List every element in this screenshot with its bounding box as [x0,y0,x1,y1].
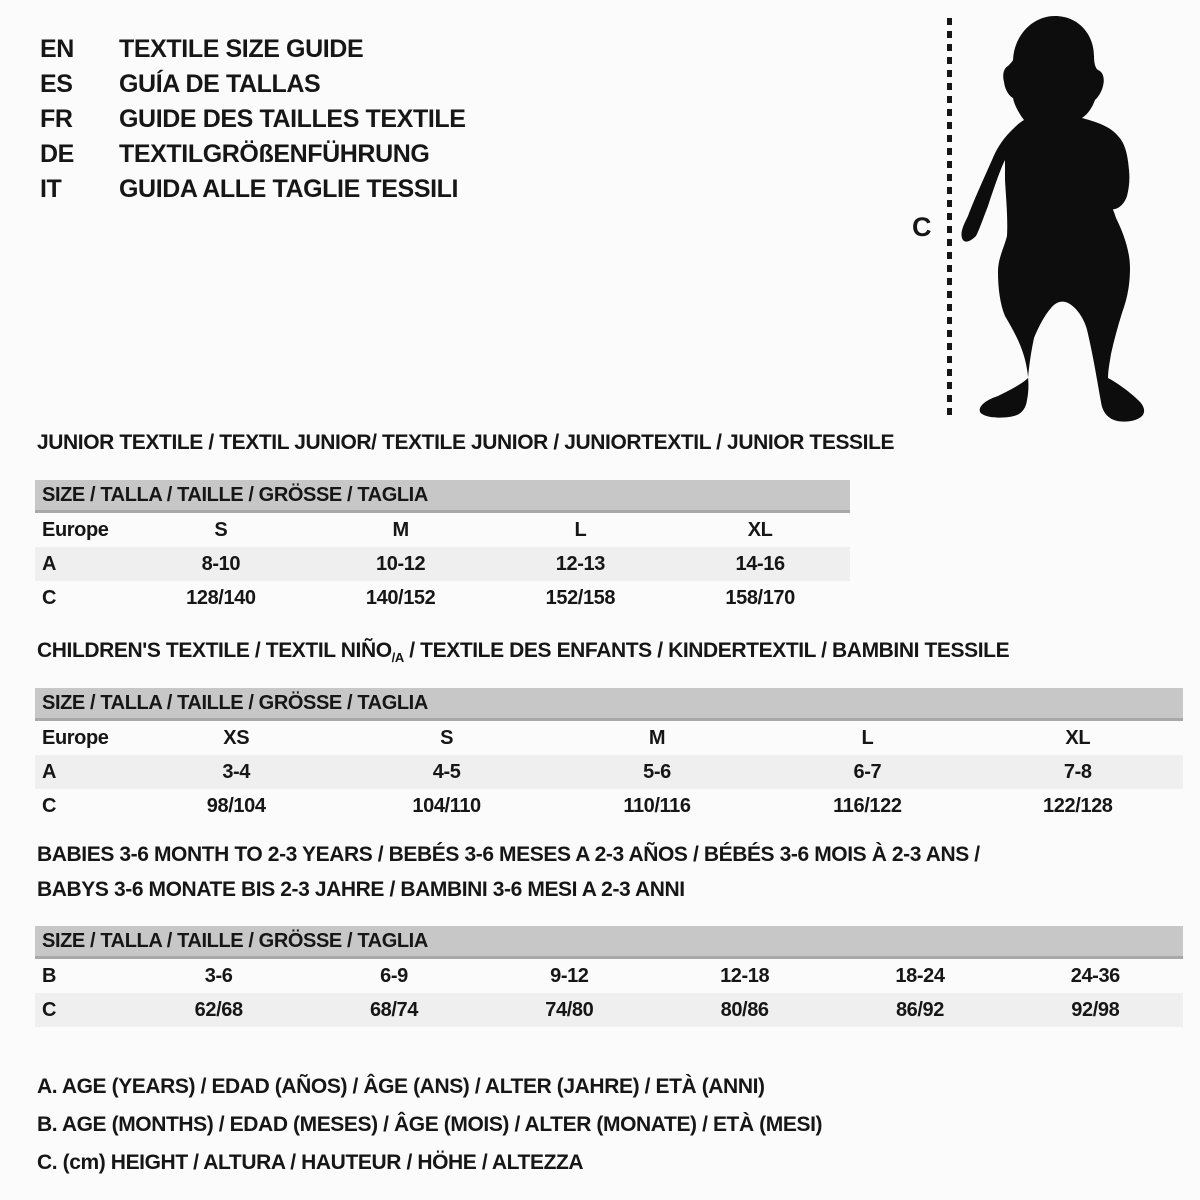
size-cell: 98/104 [206,794,266,817]
language-title: TEXTILGRÖßENFÜHRUNG [119,140,430,168]
row-label: A [42,760,57,783]
size-cell: 3-6 [204,964,233,987]
size-cell: 6-9 [380,964,408,987]
language-title: GUÍA DE TALLAS [119,70,321,98]
size-cell: 5-6 [643,760,671,783]
size-cell: 10-12 [376,552,426,575]
size-cell: 8-10 [201,552,241,575]
size-cell: 152/158 [545,586,616,609]
size-cell: 12-18 [720,964,770,987]
table-row [35,720,1183,756]
language-row [40,67,466,102]
size-cell: M [648,726,666,749]
table-row [35,789,1183,823]
size-cell: S [214,518,228,541]
language-title: TEXTILE SIZE GUIDE [119,35,364,63]
language-code: DE [40,140,74,168]
size-cell: 158/170 [725,586,795,609]
size-cell: 122/128 [1043,794,1113,817]
size-cell: M [392,518,409,541]
size-cell: 110/116 [623,794,691,817]
size-cell: 7-8 [1063,760,1092,783]
row-label: C [42,998,57,1021]
section-title-babies-line1: BABIES 3-6 MONTH TO 2-3 YEARS / BEBÉS 3-6 MESES A 2-3 AÑOS / BÉBÉS 3-6 MOIS À 2-3 ANS / [37,843,980,866]
size-cell: L [861,726,874,749]
language-row [40,137,466,172]
height-dashed-line-icon [947,18,952,418]
language-title: GUIDE DES TAILLES TEXTILE [119,105,466,133]
language-code: FR [40,105,73,133]
section-title-children-suffix: / TEXTILE DES ENFANTS / KINDERTEXTIL / BAMBINI TESSILE [403,639,1010,662]
children-size-table [35,688,1183,823]
size-cell: 80/86 [720,998,769,1021]
legend [37,1068,822,1182]
legend-line-a: A. AGE (YEARS) / EDAD (AÑOS) / ÂGE (ANS) / ALTER (JAHRE) / ETÀ (ANNI) [37,1075,765,1098]
language-row [40,32,466,67]
section-title-children-sub: /A [391,650,404,666]
row-label: B [42,964,57,987]
table-row [35,512,850,548]
size-cell: 62/68 [194,998,243,1021]
language-title: GUIDA ALLE TAGLIE TESSILI [119,175,459,203]
size-cell: 3-4 [222,760,251,783]
size-cell: 68/74 [369,998,419,1021]
table-header-bar: SIZE / TALLA / TAILLE / GRÖSSE / TAGLIA [35,480,850,512]
row-label: Europe [42,726,109,749]
size-cell: S [440,726,454,749]
table-row [35,581,850,615]
size-cell: XL [1065,726,1091,749]
section-title-babies-line2: BABYS 3-6 MONATE BIS 2-3 JAHRE / BAMBINI 3-6 MESI A 2-3 ANNI [37,878,685,901]
size-cell: 128/140 [186,586,256,609]
junior-size-table [35,480,850,615]
size-cell: 24-36 [1070,964,1120,987]
size-cell: 9-12 [550,964,589,987]
size-cell: L [574,518,587,541]
size-cell: 140/152 [365,586,436,609]
table-row [35,755,1183,789]
size-cell: 12-13 [555,552,605,575]
row-label: A [42,552,57,575]
table-row [35,993,1183,1027]
row-label: Europe [42,518,109,541]
size-cell: 74/80 [545,998,594,1021]
table-header-bar: SIZE / TALLA / TAILLE / GRÖSSE / TAGLIA [35,688,1183,720]
row-label: C [42,586,57,609]
size-cell: XS [223,726,250,749]
language-list [40,32,466,207]
size-cell: 86/92 [895,998,944,1021]
size-cell: 92/98 [1071,998,1120,1021]
language-code: ES [40,70,73,98]
language-row [40,102,466,137]
language-code: EN [40,35,74,63]
size-cell: 14-16 [735,552,785,575]
section-title-children-prefix: CHILDREN'S TEXTILE / TEXTIL NIÑO [37,639,392,662]
table-row [35,547,850,581]
size-cell: 18-24 [895,964,945,987]
babies-size-table [35,926,1183,1027]
size-cell: 6-7 [853,760,882,783]
legend-line-c: C. (cm) HEIGHT / ALTURA / HAUTEUR / HÖHE / ALTEZZA [37,1151,584,1174]
size-cell: XL [747,518,773,541]
language-row [40,172,466,207]
row-label: C [42,794,57,817]
section-title-children [37,638,1009,670]
table-header-bar: SIZE / TALLA / TAILLE / GRÖSSE / TAGLIA [35,926,1183,958]
language-code: IT [40,175,62,203]
size-cell: 104/110 [412,794,481,817]
legend-line-b: B. AGE (MONTHS) / EDAD (MESES) / ÂGE (MOIS) / ALTER (MONATE) / ETÀ (MESI) [37,1113,823,1136]
table-row [35,958,1183,994]
height-measure-label: C [912,212,932,242]
size-cell: 4-5 [432,760,461,783]
size-cell: 116/122 [833,794,902,817]
toddler-silhouette-icon [958,8,1150,428]
section-title-junior: JUNIOR TEXTILE / TEXTIL JUNIOR/ TEXTILE JUNIOR / JUNIORTEXTIL / JUNIOR TESSILE [37,431,895,454]
